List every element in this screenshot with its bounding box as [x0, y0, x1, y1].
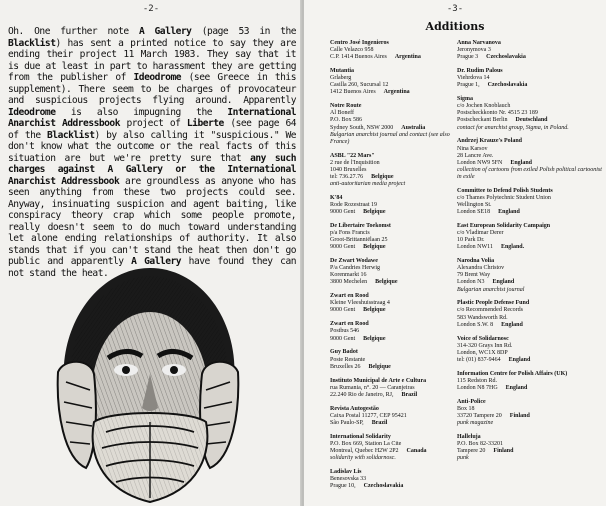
address-text: Alexandra Christov	[457, 265, 505, 272]
entry-note: punk magazine	[457, 420, 494, 427]
address-line	[457, 195, 603, 202]
entry-country: Czechoslavakia	[486, 54, 526, 61]
address-line	[330, 230, 470, 237]
address-line	[330, 413, 470, 420]
address-line	[330, 117, 470, 124]
entry-name: Plastic People Defense Fund	[457, 300, 530, 307]
address-entry	[330, 153, 470, 188]
address-entry	[330, 258, 470, 286]
bold-title-run: International Anarchist Addressbook	[8, 106, 296, 129]
entry-name: Sigma	[457, 96, 474, 103]
address-entry	[457, 258, 603, 293]
entry-name: East European Solidarity Campaign	[457, 222, 551, 229]
address-line	[457, 160, 603, 167]
entry-note: Bulgarian anarchist journal	[457, 286, 525, 293]
address-entry	[330, 293, 470, 314]
address-text: 9000 Gent	[330, 244, 356, 251]
bold-title-run: Ideodrome	[133, 72, 182, 83]
entry-name: Guy Badot	[330, 349, 358, 356]
address-line	[457, 265, 603, 272]
entry-name: Anna Narvanova	[457, 40, 501, 46]
entry-note: contact for anarchist group, Sigma, in Poland.	[457, 124, 569, 131]
address-text: Kleine Vleeshuisstraag 4	[330, 300, 390, 307]
entry-name: ASBL "22 Mars"	[330, 152, 375, 159]
entry-country: Finland	[509, 413, 530, 419]
address-text: 79 Brent Way	[457, 272, 491, 279]
entry-name: Revista Autogestão	[330, 405, 379, 412]
address-line	[457, 322, 603, 329]
address-text: Casilla 260, Sucursal 12	[330, 82, 389, 89]
address-entry	[330, 406, 470, 427]
entry-name: International Solidarity	[330, 433, 391, 440]
address-text: 314-320 Grays Inn Rd.	[457, 342, 513, 349]
entry-name: Notre Route	[330, 103, 362, 110]
address-line	[330, 160, 470, 167]
entry-name: De Zwart Wodawe	[330, 258, 378, 265]
address-text: tel: 736.27.76	[330, 173, 364, 180]
text-run: ) by also calling it "suspicious." We don't know what the outcome or the real facts of this situation are but we're pretty sure that	[8, 129, 296, 164]
page-number: -2-	[142, 4, 160, 14]
entry-country: England	[510, 159, 533, 166]
entry-country: England	[505, 384, 528, 391]
address-entry	[457, 138, 603, 181]
address-entry	[457, 434, 603, 462]
address-text: P.O. Box 82-33201	[457, 441, 504, 448]
address-text: Prague 3	[457, 54, 479, 61]
address-line	[457, 237, 603, 244]
address-text: 3800 Mechelen	[330, 279, 368, 286]
entry-name: Centro José Ingenieros	[330, 40, 389, 46]
address-line	[457, 441, 603, 448]
entry-country: England	[498, 209, 520, 216]
entry-name: Dr. Rudim Palous	[457, 68, 503, 75]
address-entry	[330, 40, 470, 61]
address-entry	[330, 195, 470, 216]
address-line	[330, 307, 470, 314]
address-line	[457, 54, 603, 61]
address-text: 9000 Gent	[330, 335, 356, 342]
address-line	[330, 441, 470, 448]
address-entry	[330, 434, 470, 462]
address-text: 1040 Bruxelles	[330, 166, 367, 173]
address-entry	[457, 300, 603, 328]
entry-country: England	[492, 279, 515, 286]
address-line	[457, 279, 603, 286]
entry-country: Deutschland	[515, 117, 548, 124]
entry-country: Finland	[493, 448, 514, 455]
address-line	[457, 153, 603, 160]
address-line	[457, 307, 603, 314]
address-line	[330, 125, 470, 132]
text-run: project of	[120, 118, 187, 129]
address-text: Calle Velazco 958	[330, 47, 374, 54]
address-line	[457, 209, 603, 216]
left-page	[0, 0, 302, 506]
address-text: Sydney South, NSW 2000	[330, 124, 394, 131]
address-text: 28 Lancre Ave.	[457, 152, 494, 159]
address-text: Montreal, Quebec H2W 2P2	[330, 447, 399, 454]
address-line	[457, 272, 603, 279]
address-text: 22.240 Rio de Janeiro, RJ,	[330, 391, 394, 398]
entry-country: Canada	[406, 447, 427, 454]
address-text: Jeronymova 3	[457, 47, 491, 54]
address-text: rua Rumania, n°. 20 — Caranjeiras	[330, 384, 415, 391]
bold-title-run: Blacklist	[8, 37, 56, 49]
address-line	[457, 117, 603, 124]
address-line	[457, 110, 603, 117]
bold-title-run: Ideodrome	[8, 106, 56, 118]
address-text: 115 Redston Rd.	[457, 377, 497, 384]
bold-title-run: Liberte	[186, 118, 224, 129]
address-line	[330, 476, 470, 483]
entry-country: Belgique	[363, 244, 386, 251]
address-text: P.O. Box 586	[330, 117, 363, 124]
address-line	[330, 364, 470, 371]
entry-country: Argentina	[383, 89, 410, 96]
address-line	[330, 209, 470, 216]
address-line	[330, 420, 470, 427]
entry-name: De Libertaire Toekomst	[330, 222, 391, 229]
address-line	[457, 103, 603, 110]
address-column-left	[330, 40, 470, 497]
address-line	[457, 350, 603, 357]
address-text: 1412 Buenos Aires	[330, 89, 376, 96]
address-line	[330, 82, 470, 89]
address-line	[330, 385, 470, 392]
section-title: Additions	[425, 20, 485, 33]
entry-name: Information Centre for Polish Affairs (UK)	[457, 370, 568, 377]
text-run: (see Greece in this supplement). There seem to be charges of provocateur and suspicious projects flying around. Apparently	[8, 72, 296, 106]
address-entry	[330, 469, 470, 490]
note-paragraph	[8, 26, 296, 279]
address-line	[457, 406, 603, 413]
address-text: 9000 Gent	[330, 209, 356, 216]
address-line	[330, 483, 470, 490]
address-text: Korenmarkt 16	[330, 272, 367, 279]
address-line	[457, 413, 603, 420]
entry-country: Brazil	[401, 391, 418, 398]
text-run: ) has sent a printed notice to say they are ending their project 11 March 1983. They say that it is due at least in part to harassment they are getting from the publisher of	[8, 37, 296, 83]
text-run: are groundless as anyone who has seen anything from these two projects could see. Anyway, insinuating suspicion and agent baiting, like conspiracy theory crap which some people promote, really doesn't seem to do much toward understanding let alone ending relationships of authority. It also stands that if you can't stand the heat then don't go public and apparently	[8, 175, 297, 267]
address-entry	[457, 223, 603, 251]
address-line	[330, 54, 470, 61]
address-text: Prague 1,	[457, 82, 480, 89]
address-text: tel: (01) 837-9464	[457, 356, 501, 363]
entry-country: England	[501, 321, 523, 328]
address-text: Poste Restante	[330, 356, 366, 363]
entry-country: Belgique	[375, 279, 398, 286]
address-line	[330, 89, 470, 96]
address-text: c/o Recommended Records	[457, 307, 523, 314]
address-text: Postbus 546	[330, 328, 360, 335]
bold-title-run: A Gallery	[138, 26, 192, 37]
bold-title-run: any such charges against A Gallery or the International Anarchist Addressbook	[8, 152, 296, 187]
text-run: (page 53 in the	[191, 26, 297, 37]
text-run: is also impugning the	[55, 106, 228, 118]
address-text: Wellington St.	[457, 201, 492, 208]
address-text: Bruxelles 26	[330, 363, 361, 370]
address-line	[330, 47, 470, 54]
address-line	[330, 265, 470, 272]
entry-name: Ladislav Lis	[330, 468, 362, 475]
address-text: Grlaberg	[330, 75, 352, 82]
address-line	[457, 202, 603, 209]
address-line	[457, 448, 603, 455]
address-text: 9000 Gent	[330, 307, 356, 314]
entry-country: Czechoslavakia	[487, 82, 528, 89]
bold-title-run: A Gallery	[131, 256, 182, 267]
address-text: Benesovska 33	[330, 475, 367, 482]
entry-note: punk	[457, 455, 469, 462]
address-entry	[457, 399, 603, 427]
address-line	[330, 174, 470, 181]
entry-country: England	[508, 356, 531, 363]
address-entry	[330, 223, 470, 251]
address-line	[330, 75, 470, 82]
hands-over-mouth-figure-illustration	[50, 262, 246, 506]
address-text: Tampere 20	[457, 448, 486, 455]
address-entry	[457, 336, 603, 364]
address-line	[330, 448, 470, 455]
entry-name: K'84	[330, 194, 343, 201]
entry-country: Belgique	[363, 209, 386, 216]
entry-country: Czechoslavakia	[363, 483, 404, 490]
address-text: c/o Jochen Knoblauch	[457, 103, 511, 110]
address-line	[457, 378, 603, 385]
address-line	[330, 167, 470, 174]
address-line	[330, 279, 470, 286]
address-text: Nina Karsov	[457, 145, 488, 152]
address-text: Prague 10,	[330, 483, 356, 490]
address-text: Caixa Postal 11277, CEP 95421	[330, 412, 407, 419]
address-text: London N8 7HG	[457, 384, 498, 391]
entry-country: England.	[500, 244, 525, 251]
entry-name: Halleluja	[457, 433, 481, 440]
address-text: 2 rue de l'Inquisition	[330, 159, 380, 166]
address-line	[457, 47, 603, 54]
entry-country: Brazil	[371, 419, 388, 426]
address-text: Viehrdova 14	[457, 75, 490, 82]
address-text: c/o Vladimar Derer	[457, 230, 504, 237]
address-line	[457, 385, 603, 392]
entry-name: Narodna Volia	[457, 258, 495, 265]
entry-country: Argentina	[394, 54, 421, 61]
address-line	[330, 110, 470, 117]
address-entry	[457, 40, 603, 61]
page-number: -3-	[446, 4, 464, 14]
address-line	[457, 244, 603, 251]
address-entry	[330, 378, 470, 399]
address-text: London SE18	[457, 209, 491, 216]
entry-country: Belgique	[368, 363, 391, 370]
address-text: Rode Rozestraat 19	[330, 201, 377, 208]
entry-country: Australia	[401, 124, 426, 131]
entry-name: Voice of Solidarnosc	[457, 335, 509, 342]
address-line	[330, 336, 470, 343]
entry-name: Instituto Municipal de Arte e Cultura	[330, 377, 427, 384]
address-text: Postscheckant Berlin	[457, 117, 508, 124]
address-entry	[457, 188, 603, 216]
address-line	[457, 315, 603, 322]
address-line	[330, 328, 470, 335]
address-text: London S.W. 8	[457, 321, 494, 328]
text-run: have found they can not stand the heat.	[8, 256, 297, 279]
address-text: Box 18	[457, 405, 475, 412]
address-entry	[457, 68, 603, 89]
address-text: Al Boneff	[330, 110, 355, 117]
entry-note: Bulgarian anarchist journal and contact (see also France)	[330, 131, 450, 145]
address-line	[457, 146, 603, 153]
address-line	[330, 357, 470, 364]
entry-name: Committee to Defend Polish Students	[457, 187, 553, 194]
address-line	[330, 237, 470, 244]
address-text: Postscheckkonto Nr. 4515 23 189	[457, 110, 538, 117]
entry-country: Belgique	[363, 335, 386, 342]
right-page	[304, 0, 606, 506]
address-text: São Paulo-SP,	[330, 419, 364, 426]
address-entry	[330, 68, 470, 96]
address-line	[457, 343, 603, 350]
text-run: (see page 64 of the	[8, 118, 297, 141]
address-entry	[457, 96, 603, 131]
address-text: London NW9 5FN	[457, 159, 503, 166]
address-line	[330, 392, 470, 399]
address-line	[457, 357, 603, 364]
address-text: London, WC1X 8DP	[457, 349, 508, 356]
entry-note: solidarity with solidarnosc.	[330, 454, 396, 461]
address-text: P.O. Box 669, Station La Cite	[330, 440, 402, 447]
address-line	[330, 244, 470, 251]
address-line	[457, 230, 603, 237]
bold-title-run: Blacklist	[47, 129, 95, 141]
entry-name: Mutantia	[330, 68, 354, 75]
address-text: London NW11	[457, 244, 493, 251]
address-text: 33720 Tampere 20	[457, 413, 502, 419]
address-line	[457, 75, 603, 82]
address-entry	[330, 349, 470, 370]
address-text: C.P. 1414 Buenos Aires	[330, 54, 387, 61]
entry-note: collection of cartoons from exiled Polish political cartoonist in exile	[457, 166, 602, 180]
address-entry	[457, 371, 603, 392]
address-line	[330, 272, 470, 279]
entry-name: Zwart en Rood	[330, 293, 369, 300]
address-entry	[330, 103, 470, 146]
address-text: London N3	[457, 279, 485, 286]
address-text: 583 Wandsworth Rd.	[457, 314, 508, 321]
address-entry	[330, 321, 470, 342]
address-line	[457, 82, 603, 89]
address-text: P/a Candries Herwig	[330, 265, 380, 272]
entry-country: Belgique	[371, 173, 394, 180]
entry-name: Zwart en Rood	[330, 321, 369, 328]
address-line	[330, 202, 470, 209]
address-text: Groot-Brittanniëlaan 25	[330, 237, 388, 244]
entry-name: Anti-Police	[457, 398, 486, 405]
address-line	[330, 300, 470, 307]
entry-country: Belgique	[363, 307, 386, 314]
entry-note: anti-autoritarian media project	[330, 180, 406, 187]
address-column-right	[457, 40, 603, 469]
address-text: 10 Park Dr.	[457, 237, 485, 244]
address-text: c/o Thames Polytechnic Student Union	[457, 194, 551, 201]
address-text: p/a Fons Francis	[330, 230, 370, 237]
text-run: Oh. One further note	[8, 26, 139, 37]
entry-name: Andrzej Krauze's Poland	[457, 138, 522, 145]
